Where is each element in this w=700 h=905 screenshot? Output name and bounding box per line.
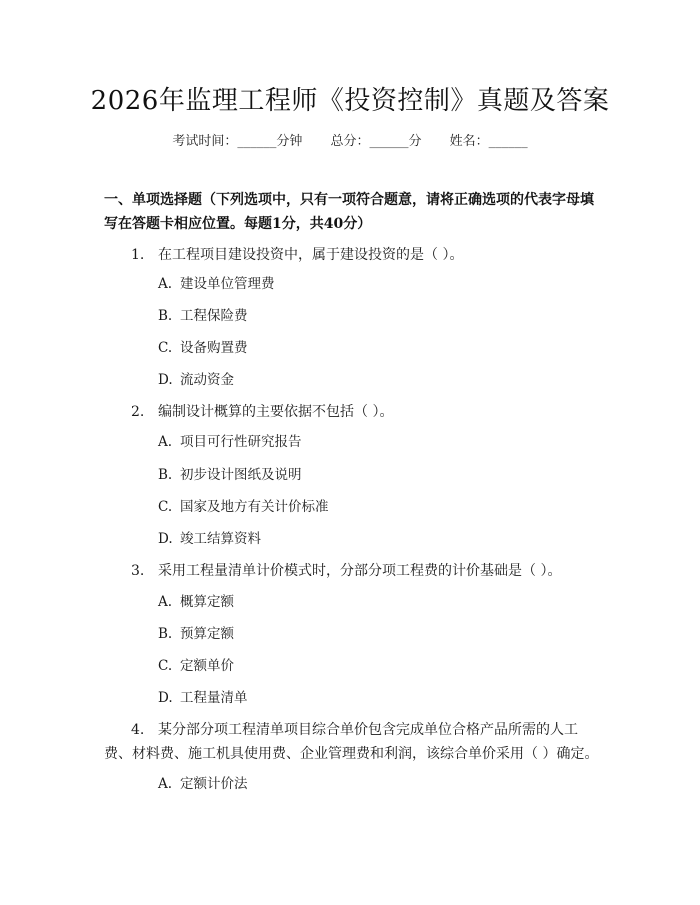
option-text: 定额单价 <box>180 658 234 674</box>
option-2a <box>158 432 598 452</box>
option-2d <box>158 529 598 549</box>
option-letter: A. <box>158 776 173 792</box>
option-letter: D. <box>158 372 173 388</box>
option-1c <box>158 338 598 358</box>
option-letter: B. <box>158 626 173 642</box>
option-1d <box>158 370 598 390</box>
option-letter: A. <box>158 434 173 450</box>
option-text: 初步设计图纸及说明 <box>180 467 302 483</box>
page-title: 2026年监理工程师《投资控制》真题及答案 <box>90 86 610 116</box>
option-3a <box>158 592 598 612</box>
question-text: 采用工程量清单计价模式时，分部分项工程费的计价基础是（ ）。 <box>158 563 562 579</box>
option-text: 工程量清单 <box>180 690 248 706</box>
option-letter: D. <box>158 531 173 547</box>
section-heading: 一、单项选择题（下列选项中，只有一项符合题意，请将正确选项的代表字母填写在答题卡相应位置。每题1分，共40分） <box>104 192 594 232</box>
option-text: 国家及地方有关计价标准 <box>180 499 329 515</box>
option-text: 工程保险费 <box>180 308 248 324</box>
option-text: 竣工结算资料 <box>180 531 261 547</box>
option-4a <box>158 774 598 794</box>
option-letter: A. <box>158 594 173 610</box>
option-1a <box>158 274 598 294</box>
name-field: 姓名：______ <box>449 134 528 149</box>
option-text: 设备购置费 <box>180 340 248 356</box>
question-number: 2. <box>131 404 145 420</box>
question-text: 编制设计概算的主要依据不包括（ ）。 <box>158 404 394 420</box>
question-3 <box>131 559 601 583</box>
option-3c <box>158 656 598 676</box>
option-text: 预算定额 <box>180 626 234 642</box>
option-letter: C. <box>158 340 173 356</box>
option-text: 建设单位管理费 <box>180 276 275 292</box>
question-number: 1. <box>131 247 145 263</box>
question-4 <box>104 718 600 766</box>
option-text: 项目可行性研究报告 <box>180 434 302 450</box>
option-text: 定额计价法 <box>180 776 248 792</box>
question-number: 3. <box>131 563 145 579</box>
option-2c <box>158 497 598 517</box>
option-letter: C. <box>158 658 173 674</box>
question-text: 在工程项目建设投资中，属于建设投资的是（ ）。 <box>158 247 464 263</box>
option-1b <box>158 306 598 326</box>
option-letter: C. <box>158 499 173 515</box>
question-number: 4. <box>131 722 145 738</box>
question-text: 某分部分项工程清单项目综合单价包含完成单位合格产品所需的人工费、材料费、施工机具使用费、企业管理费和利润，该综合单价采用（ ）确定。 <box>104 722 599 762</box>
question-1 <box>131 243 601 267</box>
option-text: 流动资金 <box>180 372 234 388</box>
total-score-field: 总分：______分 <box>330 134 422 149</box>
option-3d <box>158 688 598 708</box>
option-letter: A. <box>158 276 173 292</box>
option-letter: D. <box>158 690 173 706</box>
option-letter: B. <box>158 467 173 483</box>
option-2b <box>158 465 598 485</box>
exam-time-field: 考试时间：______分钟 <box>172 134 303 149</box>
option-3b <box>158 624 598 644</box>
option-text: 概算定额 <box>180 594 234 610</box>
exam-meta <box>0 130 700 149</box>
question-2 <box>131 400 601 424</box>
option-letter: B. <box>158 308 173 324</box>
